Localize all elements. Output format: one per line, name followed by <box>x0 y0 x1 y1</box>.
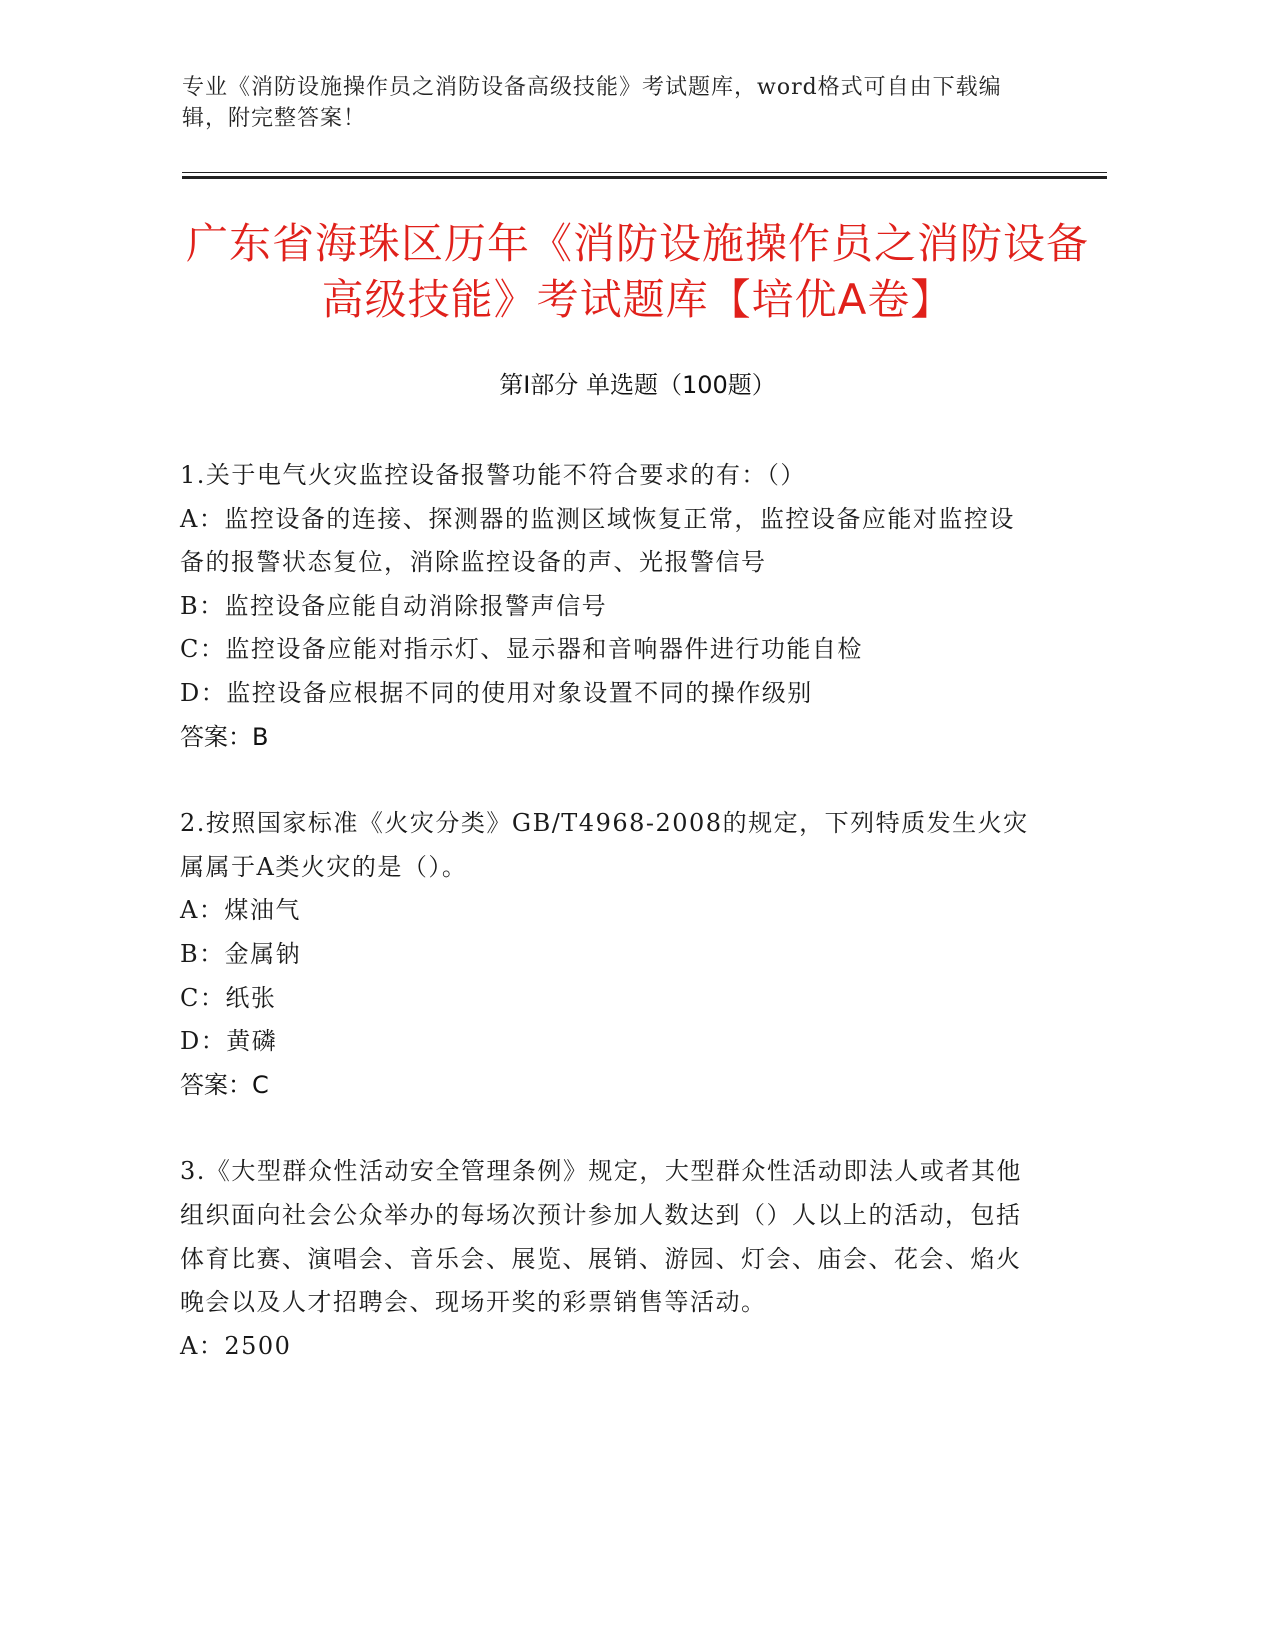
option-c: C：纸张 <box>180 983 277 1012</box>
answer-value: C <box>252 1070 269 1099</box>
question-stem: 1.关于电气火灾监控设备报警功能不符合要求的有：（） <box>180 461 806 489</box>
question-1 <box>180 454 1040 759</box>
answer-label: 答案： <box>180 1070 252 1099</box>
question-stem: 2.按照国家标准《火灾分类》GB/T4968-2008的规定，下列特质发生火灾属属于A类火灾的是（）。 <box>180 809 1029 881</box>
option-a: A：煤油气 <box>180 896 301 925</box>
answer-line <box>180 716 1040 760</box>
question-list <box>180 454 1040 1411</box>
option-a: A：监控设备的连接、探测器的监测区域恢复正常，监控设备应能对监控设备的报警状态复位，消除监控设备的声、光报警信号 <box>180 504 1015 577</box>
option-a: A：2500 <box>180 1331 292 1360</box>
answer-value: B <box>252 722 269 751</box>
header-divider-thin <box>182 172 1107 173</box>
document-title: 广东省海珠区历年《消防设施操作员之消防设备高级技能》考试题库【培优A卷】 <box>185 219 1089 324</box>
question-stem: 3.《大型群众性活动安全管理条例》规定，大型群众性活动即法人或者其他组织面向社会公众举办的每场次预计参加人数达到（）人以上的活动，包括体育比赛、演唱会、音乐会、展览、展销、游园、灯会、庙会、花会、焰火晚会以及人才招聘会、现场开奖的彩票销售等活动。 <box>180 1157 1022 1317</box>
question-2 <box>180 802 1040 1107</box>
option-d: D：黄磷 <box>180 1027 278 1056</box>
option-c: C：监控设备应能对指示灯、显示器和音响器件进行功能自检 <box>180 635 863 664</box>
section-title: 第I部分 单选题（100题） <box>499 371 776 399</box>
header-note: 专业《消防设施操作员之消防设备高级技能》考试题库，word格式可自由下载编辑，附完整答案！ <box>182 75 1002 131</box>
question-3 <box>180 1150 1040 1368</box>
option-b: B：金属钠 <box>180 939 302 968</box>
answer-line <box>180 1064 1040 1108</box>
answer-label: 答案： <box>180 722 252 751</box>
header-divider-thick <box>182 176 1107 179</box>
option-b: B：监控设备应能自动消除报警声信号 <box>180 591 608 620</box>
option-d: D：监控设备应根据不同的使用对象设置不同的操作级别 <box>180 678 813 707</box>
